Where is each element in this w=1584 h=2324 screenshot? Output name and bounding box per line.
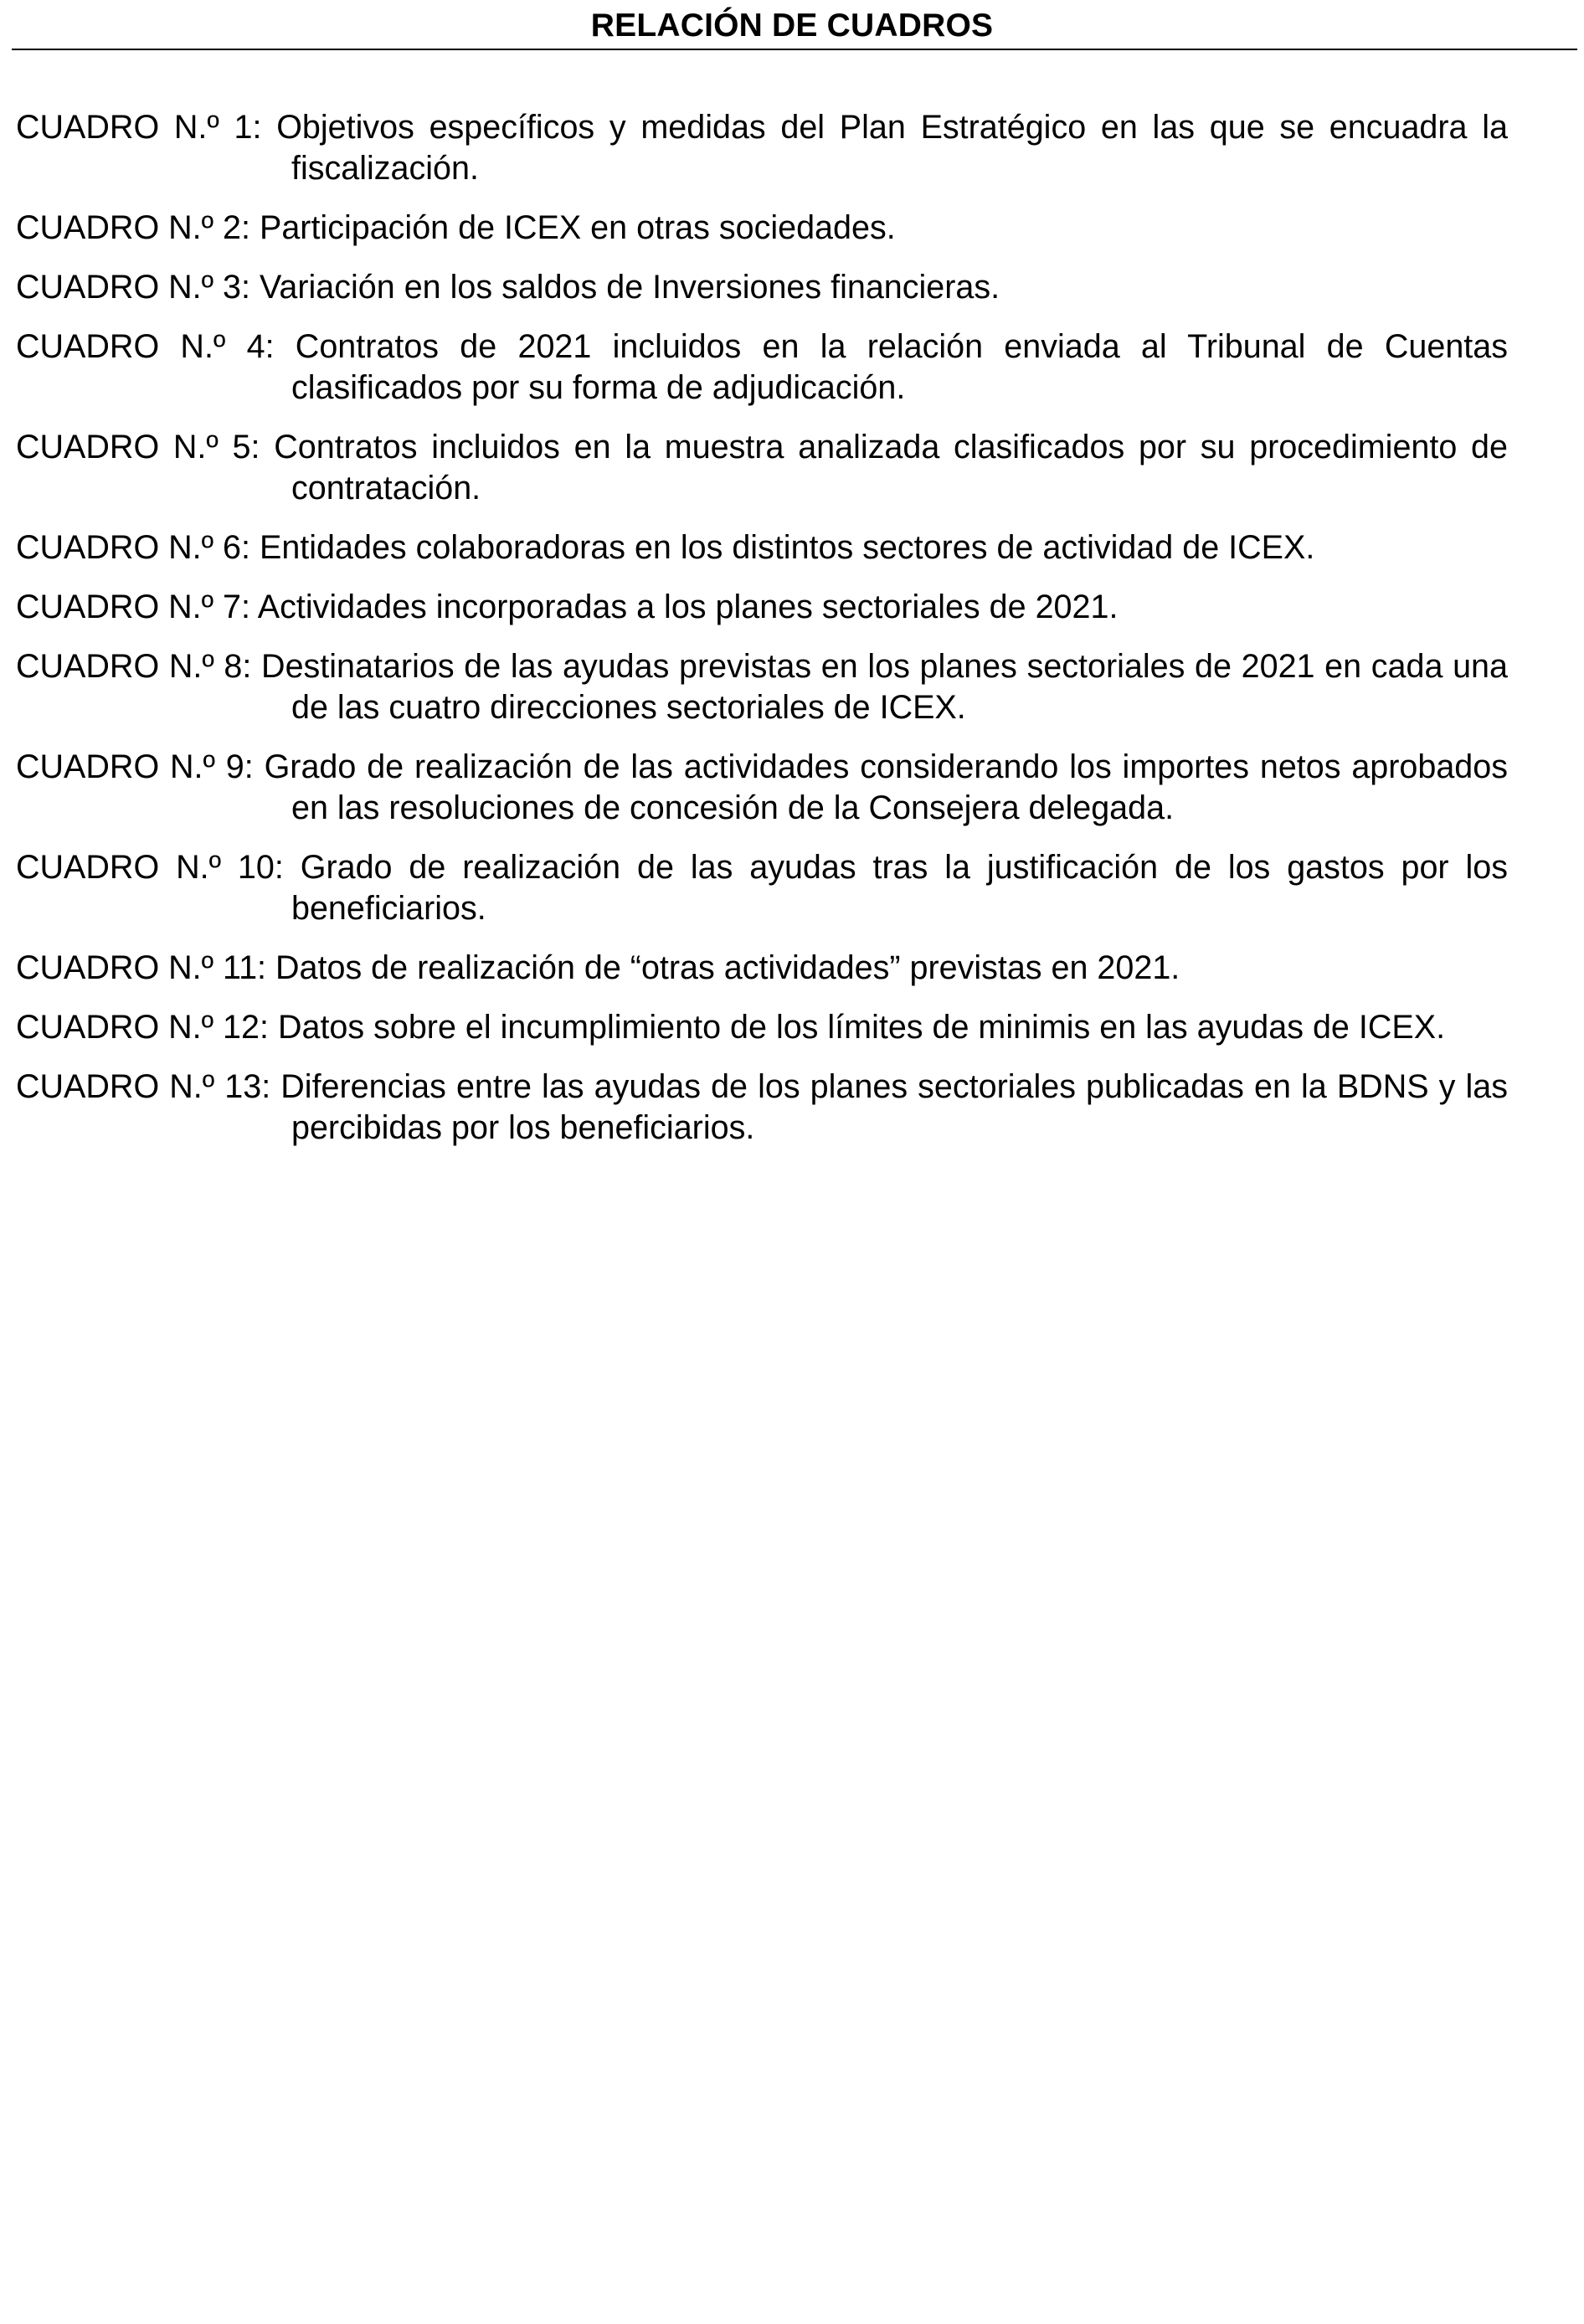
entry-label: CUADRO N.º 9: (16, 748, 254, 785)
page-title: RELACIÓN DE CUADROS (590, 8, 994, 44)
entry-text: Variación en los saldos de Inversiones financieras. (259, 269, 1000, 306)
entry-label: CUADRO N.º 10: (16, 849, 284, 886)
entry-text: Datos sobre el incumplimiento de los límites de minimis en las ayudas de ICEX. (277, 1009, 1446, 1046)
entry-text: Diferencias entre las ayudas de los planes sectoriales publicadas en la BDNS y las percibidas por los beneficiarios. (280, 1068, 1508, 1146)
entry-text: Grado de realización de las ayudas tras la justificación de los gastos por los beneficiarios. (291, 849, 1508, 927)
entry-text: Objetivos específicos y medidas del Plan Estratégico en las que se encuadra la fiscalización. (276, 109, 1508, 187)
entry-text: Contratos de 2021 incluidos en la relación enviada al Tribunal de Cuentas clasificados por su forma de adjudicación. (291, 328, 1508, 406)
list-item-cuadro-2 (16, 208, 1508, 249)
entry-text: Participación de ICEX en otras sociedades. (259, 209, 896, 246)
entry-text: Datos de realización de “otras actividades” previstas en 2021. (275, 949, 1180, 986)
list-item-cuadro-6 (16, 527, 1508, 568)
list-item-cuadro-11 (16, 948, 1508, 989)
entry-label: CUADRO N.º 1: (16, 109, 262, 146)
entry-text: Destinatarios de las ayudas previstas en los planes sectoriales de 2021 en cada una de las cuatro direcciones sectoriales de ICEX. (261, 648, 1508, 726)
entry-label: CUADRO N.º 5: (16, 429, 260, 465)
list-item-cuadro-9 (16, 747, 1508, 829)
list-item-cuadro-10 (16, 847, 1508, 929)
entry-label: CUADRO N.º 7: (16, 589, 250, 625)
entry-label: CUADRO N.º 12: (16, 1009, 269, 1046)
entry-label: CUADRO N.º 13: (16, 1068, 271, 1105)
list-item-cuadro-7 (16, 587, 1508, 628)
list-item-cuadro-8 (16, 646, 1508, 728)
entry-label: CUADRO N.º 2: (16, 209, 250, 246)
entry-label: CUADRO N.º 11: (16, 949, 267, 986)
list-item-cuadro-12 (16, 1007, 1508, 1048)
entry-label: CUADRO N.º 8: (16, 648, 252, 685)
title-divider (12, 49, 1577, 50)
list-item-cuadro-13 (16, 1067, 1508, 1149)
list-item-cuadro-3 (16, 267, 1508, 308)
table-list (16, 107, 1508, 1167)
list-item-cuadro-4 (16, 326, 1508, 409)
entry-label: CUADRO N.º 3: (16, 269, 250, 306)
entry-text: Entidades colaboradoras en los distintos sectores de actividad de ICEX. (259, 529, 1315, 566)
list-item-cuadro-5 (16, 427, 1508, 509)
entry-label: CUADRO N.º 6: (16, 529, 250, 566)
entry-text: Contratos incluidos en la muestra analizada clasificados por su procedimiento de contratación. (274, 429, 1508, 506)
list-item-cuadro-1 (16, 107, 1508, 189)
entry-label: CUADRO N.º 4: (16, 328, 275, 365)
entry-text: Grado de realización de las actividades considerando los importes netos aprobados en las resoluciones de concesión de la Consejera delegada. (264, 748, 1508, 826)
entry-text: Actividades incorporadas a los planes sectoriales de 2021. (257, 589, 1119, 625)
